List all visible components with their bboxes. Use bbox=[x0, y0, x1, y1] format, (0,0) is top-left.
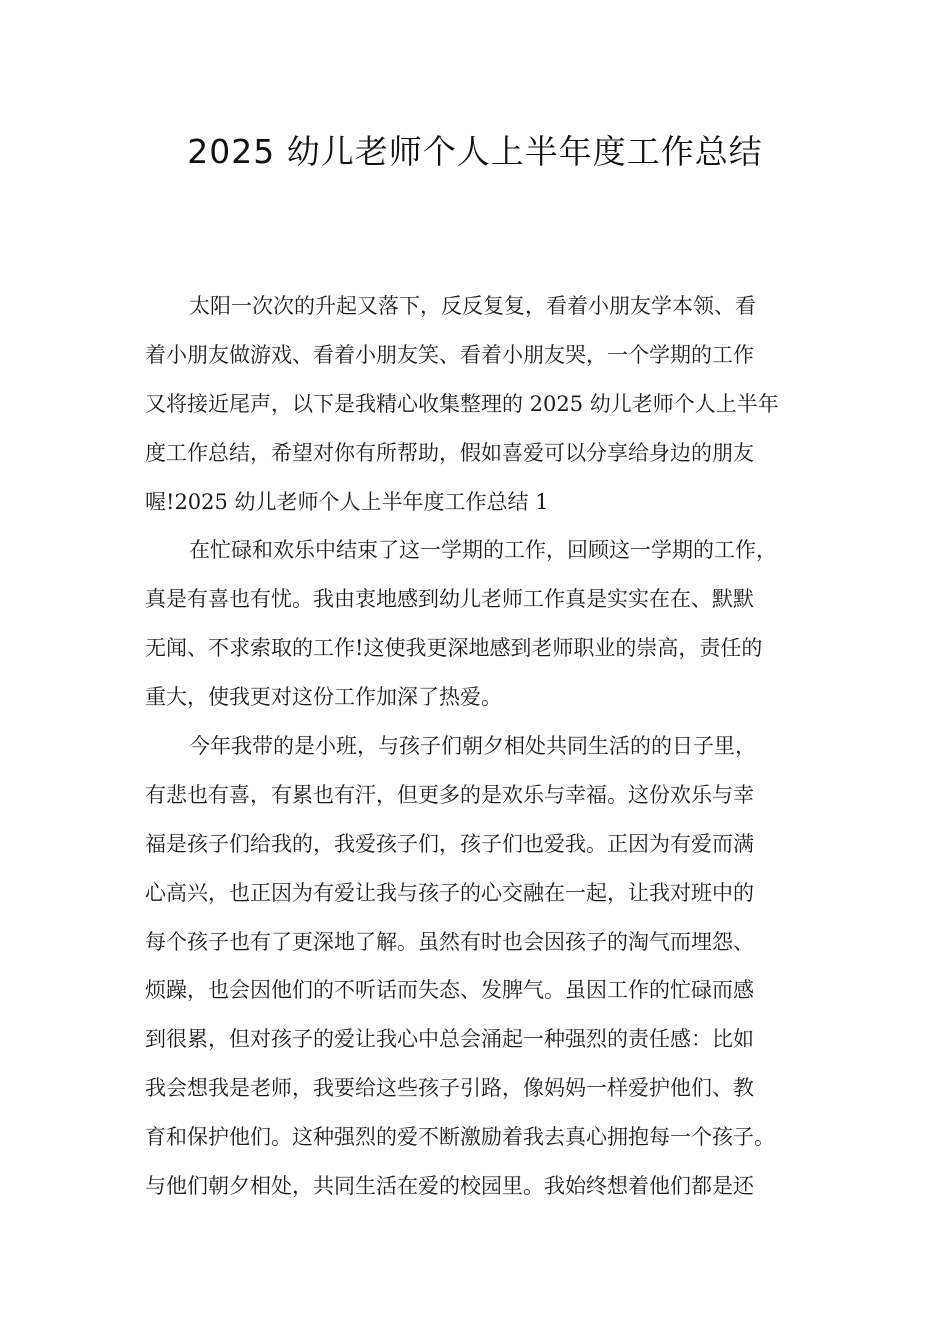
text-line: 又将接近尾声，以下是我精心收集整理的 2025 幼儿老师个人上半年 bbox=[145, 391, 779, 416]
text-line: 着小朋友做游戏、看着小朋友笑、看着小朋友哭，一个学期的工作 bbox=[145, 342, 754, 367]
text-line: 在忙碌和欢乐中结束了这一学期的工作，回顾这一学期的工作， bbox=[189, 538, 777, 563]
text-line: 重大，使我更对这份工作加深了热爱。 bbox=[145, 685, 502, 710]
text-line: 太阳一次次的升起又落下，反反复复，看着小朋友学本领、看 bbox=[189, 294, 756, 318]
text-line: 福是孩子们给我的，我爱孩子们，孩子们也爱我。正因为有爱而满 bbox=[145, 831, 754, 856]
text-line: 今年我带的是小班，与孩子们朝夕相处共同生活的的日子里， bbox=[189, 734, 756, 759]
text-line: 真是有喜也有忧。我由衷地感到幼儿老师工作真是实实在在、默默 bbox=[145, 587, 754, 612]
text-line: 有悲也有喜，有累也有汗，但更多的是欢乐与幸福。这份欢乐与幸 bbox=[145, 782, 754, 807]
paragraph-3 bbox=[145, 722, 815, 1211]
text-line: 育和保护他们。这种强烈的爱不断激励着我去真心拥抱每一个孩子。 bbox=[145, 1125, 775, 1150]
paragraph-2 bbox=[145, 526, 815, 722]
text-line: 到很累，但对孩子的爱让我心中总会涌起一种强烈的责任感：比如 bbox=[145, 1027, 754, 1052]
paragraph-1 bbox=[145, 282, 815, 526]
text-line: 心高兴，也正因为有爱让我与孩子的心交融在一起，让我对班中的 bbox=[145, 880, 754, 905]
text-line: 烦躁，也会因他们的不听话而失态、发脾气。虽因工作的忙碌而感 bbox=[145, 978, 754, 1003]
text-line: 喔!2025 幼儿老师个人上半年度工作总结 1 bbox=[145, 489, 549, 514]
text-line: 我会想我是老师，我要给这些孩子引路，像妈妈一样爱护他们、教 bbox=[145, 1076, 754, 1101]
text-line: 无闻、不求索取的工作!这使我更深地感到老师职业的崇高，责任的 bbox=[145, 636, 763, 661]
document-title: 2025 幼儿老师个人上半年度工作总结 bbox=[187, 132, 763, 171]
text-line: 每个孩子也有了更深地了解。虽然有时也会因孩子的淘气而埋怨、 bbox=[145, 929, 754, 954]
document-body bbox=[145, 282, 815, 1211]
text-line: 度工作总结，希望对你有所帮助，假如喜爱可以分享给身边的朋友 bbox=[145, 440, 754, 465]
text-line: 与他们朝夕相处，共同生活在爱的校园里。我始终想着他们都是还 bbox=[145, 1174, 754, 1199]
